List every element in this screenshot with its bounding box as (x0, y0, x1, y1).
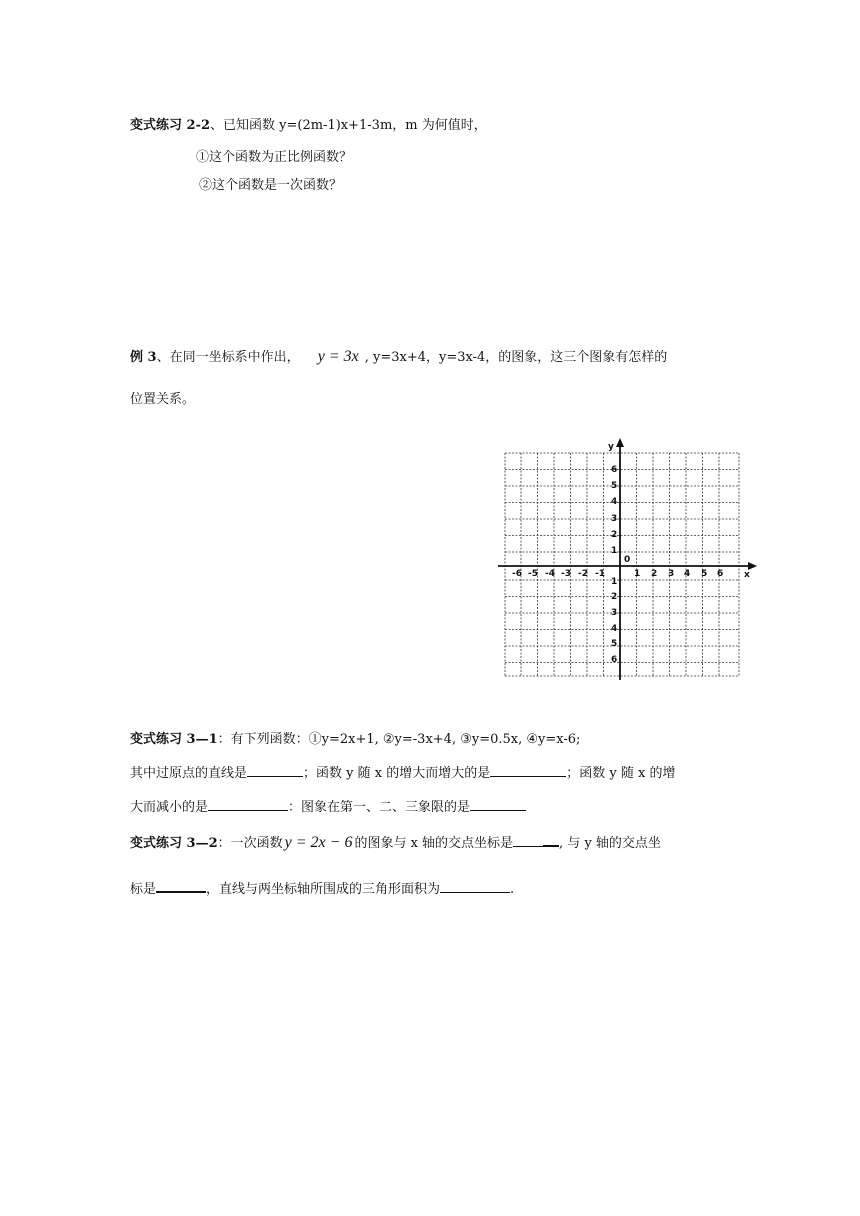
example-3-label: 例 3 (130, 350, 157, 365)
grid-lines (505, 453, 739, 676)
example-3-text-2: y=3x+4，y=3x-4，的图象，这三个图象有怎样的 (368, 350, 668, 365)
y-tick-label: 4 (611, 497, 618, 507)
y-tick-label: 2 (611, 530, 618, 540)
x-tick-label: -5 (528, 569, 538, 579)
y-tick-label: 6 (611, 655, 618, 665)
exercise-3-1-line-1 (130, 728, 580, 747)
y-axis-arrow (616, 438, 624, 447)
y-tick-label: 4 (611, 624, 618, 634)
exercise-3-1-text-2a: 其中过原点的直线是 (130, 766, 248, 781)
y-tick-label: 3 (611, 608, 618, 618)
exercise-3-1-text-2b: ；函数 y 随 x 的增大而增大的是 (303, 766, 491, 781)
exercise-3-2-text-3: , 与 y 轴的交点坐 (559, 836, 661, 851)
answer-blank[interactable] (543, 845, 559, 847)
x-axis-label: x (744, 570, 750, 580)
y-tick-label: 6 (611, 465, 618, 475)
x-tick-label: 6 (717, 569, 724, 579)
x-tick-label: -4 (545, 569, 555, 579)
example-3-line-2: 位置关系。 (130, 392, 196, 407)
example-3-separator: , (364, 350, 369, 365)
exercise-3-2-text-2c: . (510, 882, 515, 897)
x-tick-label: 4 (684, 569, 691, 579)
answer-blank[interactable] (490, 776, 566, 777)
exercise-2-2-line (130, 114, 487, 133)
y-tick-label: 5 (611, 639, 618, 649)
exercise-3-1-line-3 (130, 796, 526, 815)
answer-blank[interactable] (208, 810, 288, 811)
x-tick-label: 3 (668, 569, 675, 579)
example-3-formula: y = 3x (317, 348, 359, 365)
y-tick-label: 3 (611, 514, 618, 524)
y-tick-label: 1 (611, 577, 618, 587)
x-tick-label: 2 (651, 569, 658, 579)
example-3-text-1: 、在同一坐标系中作出， (156, 350, 300, 365)
exercise-3-2-line-2 (130, 878, 514, 897)
exercise-3-2-formula: y = 2x − 6 (284, 834, 353, 851)
y-tick-label: 5 (611, 481, 618, 491)
y-axis-label: y (608, 442, 614, 452)
origin-label: 0 (624, 555, 631, 565)
exercise-3-1-text-3a: 大而减小的是 (130, 800, 209, 815)
x-tick-label: -3 (561, 569, 571, 579)
exercise-3-1-text: ：有下列函数：①y=2x+1, ②y=-3x+4, ③y=0.5x, ④y=x-6; (217, 732, 581, 747)
exercise-3-1-label: 变式练习 3—1 (130, 732, 218, 747)
exercise-3-2-text-2b: ，直线与两坐标轴所围成的三角形面积为 (206, 882, 441, 897)
answer-blank[interactable] (513, 846, 543, 847)
x-axis-arrow (748, 562, 757, 570)
x-tick-label: -6 (512, 569, 522, 579)
exercise-3-1-text-3b: ：图象在第一、二、三象限的是 (288, 800, 471, 815)
exercise-3-2-text-2a: 标是 (130, 882, 157, 897)
x-tick-label: -1 (595, 569, 605, 579)
exercise-3-1-text-2c: ；函数 y 随 x 的增 (566, 766, 676, 781)
answer-blank[interactable] (470, 810, 526, 811)
example-3-line-1 (130, 346, 667, 366)
x-tick-label: -2 (578, 569, 588, 579)
exercise-3-2-text-1: ：一次函数 (217, 836, 283, 851)
x-tick-label: 5 (701, 569, 708, 579)
answer-blank[interactable] (156, 891, 206, 893)
exercise-2-2-question-1: ①这个函数为正比例函数？ (196, 150, 353, 165)
x-tick-label: 1 (634, 569, 641, 579)
exercise-3-2-label: 变式练习 3—2 (130, 836, 218, 851)
exercise-3-2-line-1 (130, 832, 661, 852)
exercise-2-2-text: 、已知函数 y=(2m-1)x+1-3m，m 为何值时， (210, 118, 487, 133)
answer-blank[interactable] (247, 776, 303, 777)
exercise-2-2-question-2: ②这个函数是一次函数？ (199, 178, 343, 193)
exercise-3-1-line-2 (130, 762, 675, 781)
coordinate-grid (496, 436, 760, 684)
exercise-2-2-label: 变式练习 2-2 (130, 118, 211, 133)
exercise-3-2-text-2: 的图象与 x 轴的交点坐标是 (354, 836, 514, 851)
answer-blank[interactable] (440, 892, 510, 893)
y-tick-label: 1 (611, 546, 618, 556)
y-tick-label: 2 (611, 592, 618, 602)
